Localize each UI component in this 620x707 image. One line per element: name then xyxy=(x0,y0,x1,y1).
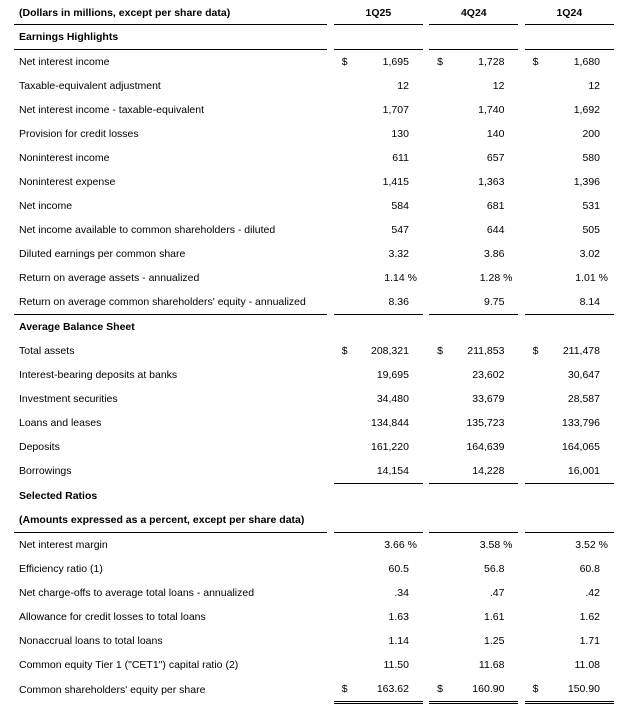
currency-symbol: $ xyxy=(532,56,539,68)
row-label: Net charge-offs to average total loans - annualized xyxy=(19,587,255,599)
currency-symbol xyxy=(429,459,446,484)
value-cell: 1,707 xyxy=(382,104,409,116)
currency-symbol xyxy=(525,146,542,170)
row-label: Deposits xyxy=(19,441,60,453)
currency-symbol xyxy=(525,242,542,266)
row-label: Efficiency ratio (1) xyxy=(19,563,103,575)
currency-symbol xyxy=(525,170,542,194)
value-cell: 33,679 xyxy=(472,393,505,405)
currency-symbol xyxy=(429,653,446,677)
section-average-balance-sheet xyxy=(14,315,614,340)
currency-symbol xyxy=(334,146,351,170)
currency-symbol: $ xyxy=(532,345,539,357)
currency-symbol xyxy=(525,411,542,435)
currency-symbol xyxy=(525,653,542,677)
value-cell: 1,728 xyxy=(478,56,505,68)
value-cell: 644 xyxy=(486,224,505,236)
currency-symbol xyxy=(334,363,351,387)
currency-symbol xyxy=(429,122,446,146)
value-cell: 11.68 xyxy=(478,659,505,671)
currency-symbol xyxy=(334,435,351,459)
value-cell: 211,478 xyxy=(562,345,600,357)
row-label: Net income xyxy=(19,200,73,212)
row-label: Noninterest expense xyxy=(19,176,116,188)
value-cell: 19,695 xyxy=(376,369,409,381)
value-cell: 1.61 xyxy=(483,611,505,623)
value-cell: 1,680 xyxy=(573,56,600,68)
value-cell: 150.90 xyxy=(541,677,614,703)
table-row xyxy=(14,533,614,558)
row-label: Interest-bearing deposits at banks xyxy=(19,369,178,381)
value-cell: .47 xyxy=(489,587,505,599)
value-cell: 1.14 % xyxy=(384,272,417,284)
value-cell: 163.62 xyxy=(350,677,423,703)
value-cell: 505 xyxy=(582,224,600,236)
currency-symbol xyxy=(429,387,446,411)
value-cell: 547 xyxy=(391,224,409,236)
row-label: Provision for credit losses xyxy=(19,128,139,140)
currency-symbol xyxy=(429,533,446,558)
value-cell: 133,796 xyxy=(562,417,600,429)
currency-symbol xyxy=(429,170,446,194)
value-cell: 1,415 xyxy=(382,176,409,188)
table-row xyxy=(14,435,614,459)
value-cell: 580 xyxy=(582,152,600,164)
row-label: Borrowings xyxy=(19,465,72,478)
currency-symbol xyxy=(334,290,351,315)
row-label: Return on average assets - annualized xyxy=(19,272,200,284)
value-cell: 1,692 xyxy=(573,104,600,116)
currency-symbol xyxy=(525,194,542,218)
currency-symbol xyxy=(525,266,542,290)
currency-symbol xyxy=(334,629,351,653)
currency-symbol xyxy=(525,435,542,459)
currency-symbol xyxy=(334,411,351,435)
table-row xyxy=(14,74,614,98)
value-cell: 8.36 xyxy=(350,290,423,315)
period-header-1q24: 1Q24 xyxy=(525,2,614,25)
value-cell: 1.28 % xyxy=(479,272,513,284)
table-row xyxy=(14,677,614,703)
currency-symbol xyxy=(334,533,351,558)
row-label: Net income available to common shareholders - diluted xyxy=(19,224,276,236)
value-cell: 211,853 xyxy=(467,345,505,357)
value-cell: 134,844 xyxy=(370,417,409,429)
table-row xyxy=(14,605,614,629)
row-label: Return on average common shareholders' equity - annualized xyxy=(19,296,306,308)
value-cell: 12 xyxy=(492,80,505,92)
table-row xyxy=(14,266,614,290)
currency-symbol xyxy=(429,557,446,581)
currency-symbol xyxy=(334,557,351,581)
value-cell: 140 xyxy=(486,128,505,140)
row-label: Net interest margin xyxy=(19,539,108,551)
value-cell: 164,065 xyxy=(562,441,600,453)
section-title: (Amounts expressed as a percent, except per share data) xyxy=(14,508,327,533)
value-cell: 12 xyxy=(397,80,409,92)
value-cell: 584 xyxy=(391,200,409,212)
currency-symbol: $ xyxy=(437,345,444,357)
table-row xyxy=(14,218,614,242)
value-cell: .42 xyxy=(585,587,600,599)
row-label: Common shareholders' equity per share xyxy=(19,683,206,696)
currency-symbol xyxy=(525,98,542,122)
value-cell: 8.14 xyxy=(541,290,614,315)
value-cell: 60.8 xyxy=(579,563,600,575)
currency-symbol xyxy=(334,242,351,266)
currency-symbol xyxy=(429,605,446,629)
currency-symbol xyxy=(525,363,542,387)
value-cell: 28,587 xyxy=(567,393,600,405)
row-label: Noninterest income xyxy=(19,152,110,164)
currency-symbol xyxy=(525,122,542,146)
value-cell: 1,695 xyxy=(382,56,409,68)
value-cell: 657 xyxy=(486,152,505,164)
value-cell: 1,396 xyxy=(573,176,600,188)
currency-symbol xyxy=(525,459,542,484)
currency-symbol xyxy=(429,290,446,315)
value-cell: 1.14 xyxy=(388,635,409,647)
currency-symbol xyxy=(525,629,542,653)
currency-symbol xyxy=(525,605,542,629)
row-label: Total assets xyxy=(19,345,75,357)
value-cell: 161,220 xyxy=(370,441,409,453)
value-cell: 1.01 % xyxy=(575,272,608,284)
currency-symbol xyxy=(429,363,446,387)
financial-highlights-table xyxy=(14,2,614,704)
row-label: Allowance for credit losses to total loans xyxy=(19,611,206,623)
value-cell: 130 xyxy=(391,128,409,140)
currency-symbol xyxy=(429,242,446,266)
table-row xyxy=(14,146,614,170)
value-cell: .34 xyxy=(394,587,409,599)
value-cell: 135,723 xyxy=(466,417,505,429)
value-cell: 11.08 xyxy=(574,659,600,671)
currency-symbol xyxy=(525,387,542,411)
table-row xyxy=(14,170,614,194)
table-row xyxy=(14,581,614,605)
value-cell: 1,363 xyxy=(478,176,505,188)
currency-symbol xyxy=(334,387,351,411)
table-caption: (Dollars in millions, except per share data) xyxy=(14,2,327,25)
section-ratios-subtitle xyxy=(14,508,614,533)
table-row xyxy=(14,98,614,122)
value-cell: 611 xyxy=(392,152,409,164)
table-row xyxy=(14,387,614,411)
value-cell: 1.71 xyxy=(579,635,600,647)
value-cell: 3.02 xyxy=(579,248,600,260)
period-header-4q24: 4Q24 xyxy=(429,2,518,25)
section-title: Selected Ratios xyxy=(19,489,98,502)
value-cell: 1.25 xyxy=(483,635,505,647)
value-cell: 160.90 xyxy=(446,677,519,703)
table-row xyxy=(14,122,614,146)
currency-symbol xyxy=(525,74,542,98)
currency-symbol: $ xyxy=(525,677,542,703)
value-cell: 208,321 xyxy=(370,345,409,357)
row-label: Common equity Tier 1 ("CET1") capital ratio (2) xyxy=(19,659,239,671)
section-earnings-highlights xyxy=(14,25,614,50)
currency-symbol xyxy=(334,194,351,218)
currency-symbol xyxy=(429,194,446,218)
table-row xyxy=(14,50,614,75)
period-header-1q25: 1Q25 xyxy=(334,2,423,25)
table-row xyxy=(14,194,614,218)
currency-symbol xyxy=(334,653,351,677)
currency-symbol xyxy=(429,218,446,242)
value-cell: 23,602 xyxy=(472,369,505,381)
row-label: Nonaccrual loans to total loans xyxy=(19,635,163,647)
value-cell: 14,154 xyxy=(350,459,423,484)
currency-symbol xyxy=(525,533,542,558)
currency-symbol xyxy=(429,266,446,290)
value-cell: 3.32 xyxy=(388,248,409,260)
currency-symbol: $ xyxy=(334,677,351,703)
row-label: Loans and leases xyxy=(19,417,102,429)
currency-symbol xyxy=(334,605,351,629)
currency-symbol xyxy=(525,290,542,315)
currency-symbol xyxy=(334,266,351,290)
currency-symbol xyxy=(334,459,351,484)
table-row xyxy=(14,290,614,315)
value-cell: 1.62 xyxy=(579,611,600,623)
value-cell: 3.58 % xyxy=(479,539,513,551)
value-cell: 531 xyxy=(582,200,600,212)
currency-symbol xyxy=(429,98,446,122)
value-cell: 14,228 xyxy=(446,459,519,484)
value-cell: 9.75 xyxy=(446,290,519,315)
row-label: Investment securities xyxy=(19,393,118,405)
table-row xyxy=(14,242,614,266)
currency-symbol xyxy=(429,435,446,459)
currency-symbol: $ xyxy=(341,56,348,68)
section-selected-ratios xyxy=(14,484,614,509)
row-label: Diluted earnings per common share xyxy=(19,248,186,260)
currency-symbol xyxy=(429,581,446,605)
currency-symbol: $ xyxy=(437,56,444,68)
currency-symbol xyxy=(429,74,446,98)
currency-symbol xyxy=(334,581,351,605)
value-cell: 16,001 xyxy=(541,459,614,484)
value-cell: 1,740 xyxy=(478,104,505,116)
value-cell: 30,647 xyxy=(567,369,600,381)
table-row xyxy=(14,363,614,387)
value-cell: 1.63 xyxy=(388,611,409,623)
currency-symbol: $ xyxy=(341,345,348,357)
currency-symbol xyxy=(525,218,542,242)
value-cell: 34,480 xyxy=(376,393,409,405)
table-row xyxy=(14,411,614,435)
row-label: Taxable-equivalent adjustment xyxy=(19,80,161,92)
section-title: Earnings Highlights xyxy=(14,25,327,50)
currency-symbol xyxy=(429,146,446,170)
value-cell: 164,639 xyxy=(466,441,505,453)
currency-symbol xyxy=(429,411,446,435)
value-cell: 56.8 xyxy=(483,563,505,575)
currency-symbol xyxy=(334,218,351,242)
value-cell: 3.52 % xyxy=(575,539,608,551)
table-header-row xyxy=(14,2,614,25)
currency-symbol: $ xyxy=(429,677,446,703)
currency-symbol xyxy=(334,98,351,122)
currency-symbol xyxy=(525,557,542,581)
value-cell: 60.5 xyxy=(388,563,409,575)
row-label: Net interest income xyxy=(19,56,110,68)
value-cell: 12 xyxy=(588,80,600,92)
value-cell: 3.86 xyxy=(483,248,505,260)
value-cell: 200 xyxy=(582,128,600,140)
table-row xyxy=(14,557,614,581)
section-title: Average Balance Sheet xyxy=(14,315,327,340)
table-row xyxy=(14,459,614,484)
value-cell: 3.66 % xyxy=(384,539,417,551)
currency-symbol xyxy=(525,581,542,605)
row-label: Net interest income - taxable-equivalent xyxy=(19,104,205,116)
currency-symbol xyxy=(429,629,446,653)
value-cell: 11.50 xyxy=(383,659,409,671)
table-row xyxy=(14,339,614,363)
value-cell: 681 xyxy=(486,200,505,212)
currency-symbol xyxy=(334,170,351,194)
currency-symbol xyxy=(334,122,351,146)
currency-symbol xyxy=(334,74,351,98)
table-row xyxy=(14,629,614,653)
table-row xyxy=(14,653,614,677)
